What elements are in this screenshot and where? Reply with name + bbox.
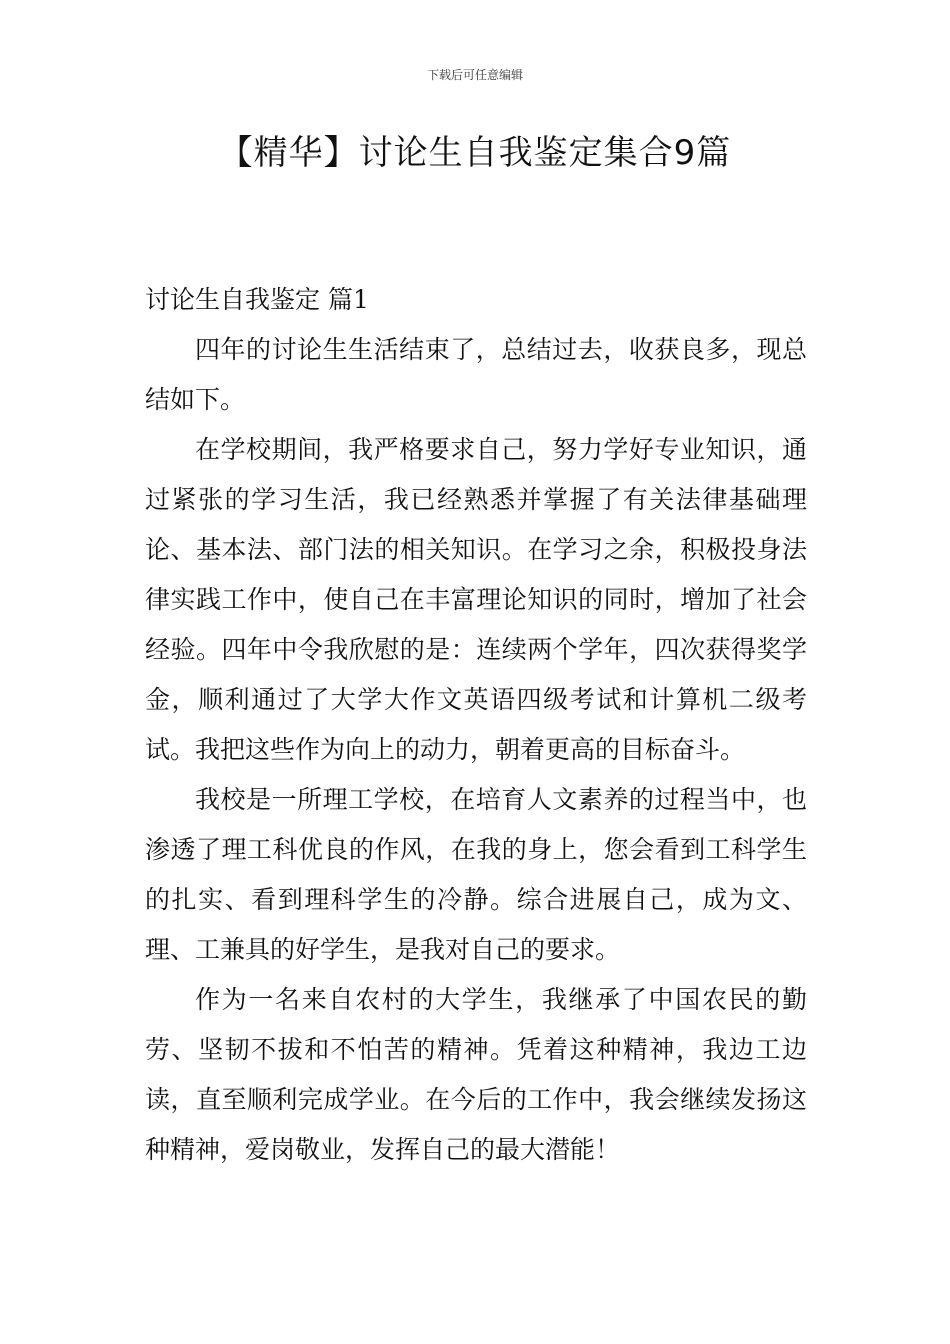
page-header-note: 下载后可任意编辑: [426, 68, 523, 82]
paragraph-2: 在学校期间，我严格要求自己，努力学好专业知识，通过紧张的学习生活，我已经熟悉并掌握了有关法律基础理论、基本法、部门法的相关知识。在学习之余，积极投身法律实践工作中，使自己在丰富理论知识的同时，增加了社会经验。四年中令我欣慰的是：连续两个学年，四次获得奖学金，顺利通过了大学大作文英语四级考试和计算机二级考试。我把这些作为向上的动力，朝着更高的目标奋斗。: [145, 435, 807, 764]
paragraph-3: 我校是一所理工学校，在培育人文素养的过程当中，也渗透了理工科优良的作风，在我的身上，您会看到工科学生的扎实、看到理科学生的冷静。综合进展自己，成为文、理、工兼具的好学生，是我对自己的要求。: [145, 785, 807, 964]
paragraph-1: 四年的讨论生生活结束了，总结过去，收获良多，现总结如下。: [145, 335, 807, 414]
document-body: [145, 280, 807, 1175]
paragraph-4: 作为一名来自农村的大学生，我继承了中国农民的勤劳、坚韧不拔和不怕苦的精神。凭着这种精神，我边工边读，直至顺利完成学业。在今后的工作中，我会继续发扬这种精神，爱岗敬业，发挥自己的最大潜能！: [145, 985, 807, 1164]
document-title: 【精华】讨论生自我鉴定集合9篇: [218, 133, 732, 173]
section-heading: 讨论生自我鉴定 篇1: [145, 285, 369, 314]
